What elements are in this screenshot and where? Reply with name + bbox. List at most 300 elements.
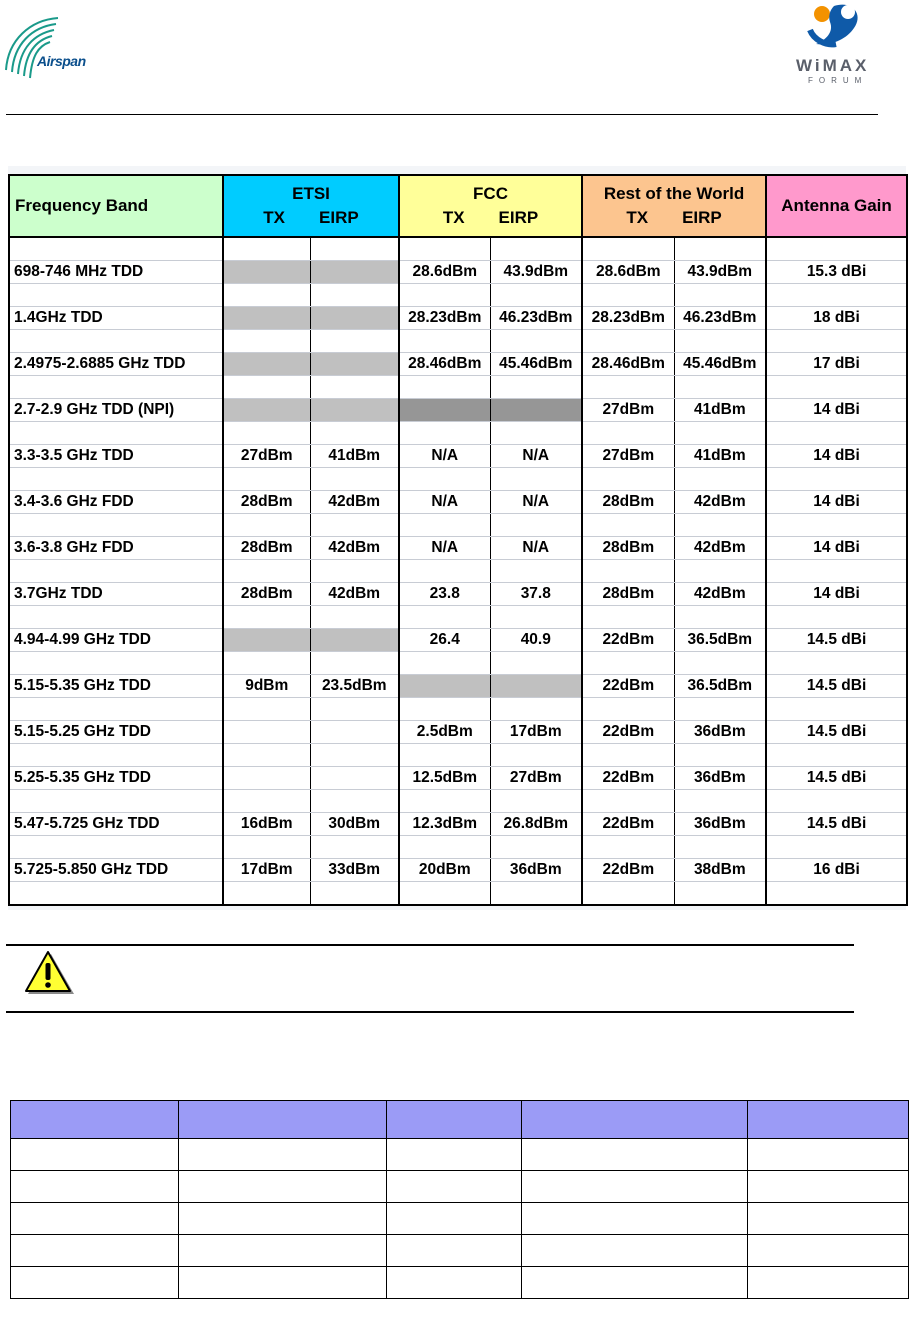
empty-table-row xyxy=(11,1267,909,1299)
spacer-cell xyxy=(674,284,766,307)
spacer-cell xyxy=(582,744,674,767)
cell-etsi-tx: 17dBm xyxy=(223,859,310,882)
spacer-cell xyxy=(674,330,766,353)
spacer-row xyxy=(9,376,907,399)
spacer-cell xyxy=(399,376,490,399)
header-etsi-subcolumns xyxy=(224,206,398,230)
cell-etsi-eirp xyxy=(310,629,399,652)
header-etsi xyxy=(223,175,399,237)
spacer-cell xyxy=(582,468,674,491)
cell-row-tx: 28.6dBm xyxy=(582,261,674,284)
spacer-cell xyxy=(399,468,490,491)
spacer-cell xyxy=(223,514,310,537)
spacer-row xyxy=(9,790,907,813)
empty-cell xyxy=(179,1235,387,1267)
cell-etsi-eirp: 42dBm xyxy=(310,537,399,560)
cell-fcc-tx: 12.3dBm xyxy=(399,813,490,836)
spacer-cell xyxy=(399,560,490,583)
spacer-cell xyxy=(674,606,766,629)
spacer-cell xyxy=(766,330,907,353)
spacer-cell xyxy=(223,284,310,307)
empty-table-row xyxy=(11,1235,909,1267)
spacer-cell xyxy=(766,237,907,261)
empty-cell xyxy=(522,1267,748,1299)
spacer-cell xyxy=(399,606,490,629)
cell-band: 1.4GHz TDD xyxy=(9,307,223,330)
spacer-cell xyxy=(490,560,582,583)
empty-cell xyxy=(748,1267,909,1299)
spacer-cell xyxy=(9,882,223,906)
spacer-cell xyxy=(399,330,490,353)
spacer-cell xyxy=(490,514,582,537)
empty-table-header-row xyxy=(11,1101,909,1139)
empty-cell xyxy=(387,1171,522,1203)
spacer-cell xyxy=(223,744,310,767)
table-row xyxy=(9,629,907,652)
cell-gain: 14 dBi xyxy=(766,445,907,468)
empty-cell xyxy=(11,1203,179,1235)
cell-gain: 14.5 dBi xyxy=(766,721,907,744)
cell-fcc-tx: 26.4 xyxy=(399,629,490,652)
spacer-cell xyxy=(223,836,310,859)
table-row xyxy=(9,353,907,376)
empty-header-cell xyxy=(387,1101,522,1139)
caution-bottom-rule xyxy=(6,1011,854,1013)
wimax-forum-logo xyxy=(790,0,880,95)
spacer-cell xyxy=(399,652,490,675)
cell-etsi-eirp xyxy=(310,307,399,330)
spacer-cell xyxy=(582,330,674,353)
spacer-cell xyxy=(223,468,310,491)
spacer-cell xyxy=(582,790,674,813)
spacer-cell xyxy=(490,376,582,399)
empty-cell xyxy=(179,1171,387,1203)
table-row xyxy=(9,721,907,744)
spacer-cell xyxy=(399,882,490,906)
cell-row-tx: 28dBm xyxy=(582,583,674,606)
table-row xyxy=(9,307,907,330)
spacer-cell xyxy=(310,882,399,906)
cell-band: 698-746 MHz TDD xyxy=(9,261,223,284)
spacer-cell xyxy=(766,882,907,906)
empty-cell xyxy=(387,1235,522,1267)
cell-fcc-tx: N/A xyxy=(399,537,490,560)
spacer-cell xyxy=(310,376,399,399)
spacer-cell xyxy=(674,514,766,537)
spacer-cell xyxy=(674,882,766,906)
cell-etsi-tx xyxy=(223,629,310,652)
spacer-cell xyxy=(9,376,223,399)
spacer-cell xyxy=(582,560,674,583)
cell-fcc-eirp: N/A xyxy=(490,445,582,468)
spacer-cell xyxy=(490,606,582,629)
empty-cell xyxy=(522,1139,748,1171)
cell-gain: 18 dBi xyxy=(766,307,907,330)
spacer-cell xyxy=(9,560,223,583)
empty-table-row xyxy=(11,1171,909,1203)
cell-row-eirp: 41dBm xyxy=(674,445,766,468)
cell-etsi-eirp: 30dBm xyxy=(310,813,399,836)
spacer-cell xyxy=(310,422,399,445)
spacer-cell xyxy=(490,330,582,353)
cell-row-tx: 27dBm xyxy=(582,445,674,468)
spacer-cell xyxy=(582,882,674,906)
spacer-cell xyxy=(582,698,674,721)
spacer-cell xyxy=(9,836,223,859)
empty-cell xyxy=(179,1203,387,1235)
cell-fcc-eirp: 45.46dBm xyxy=(490,353,582,376)
spacer-cell xyxy=(310,698,399,721)
spacer-cell xyxy=(9,698,223,721)
header-etsi-eirp: EIRP xyxy=(319,208,359,227)
spacer-cell xyxy=(310,606,399,629)
cell-etsi-tx: 28dBm xyxy=(223,583,310,606)
header-frequency-band: Frequency Band xyxy=(9,175,223,237)
cell-fcc-eirp: N/A xyxy=(490,537,582,560)
spacer-cell xyxy=(582,652,674,675)
spacer-cell xyxy=(399,514,490,537)
cell-gain: 15.3 dBi xyxy=(766,261,907,284)
empty-grid-table xyxy=(10,1100,909,1299)
header-antenna-gain: Antenna Gain xyxy=(766,175,907,237)
spacer-cell xyxy=(223,698,310,721)
cell-row-eirp: 36dBm xyxy=(674,767,766,790)
spacer-cell xyxy=(490,284,582,307)
spacer-cell xyxy=(490,882,582,906)
spacer-cell xyxy=(766,744,907,767)
spacer-row xyxy=(9,744,907,767)
spacer-cell xyxy=(9,468,223,491)
cell-row-eirp: 42dBm xyxy=(674,537,766,560)
table-row xyxy=(9,491,907,514)
header-rest-of-world xyxy=(582,175,766,237)
spacer-cell xyxy=(490,790,582,813)
spacer-cell xyxy=(674,560,766,583)
spacer-cell xyxy=(399,237,490,261)
cell-row-tx: 22dBm xyxy=(582,859,674,882)
empty-cell xyxy=(11,1171,179,1203)
spacer-cell xyxy=(674,468,766,491)
cell-etsi-eirp: 33dBm xyxy=(310,859,399,882)
cell-row-eirp: 41dBm xyxy=(674,399,766,422)
spacer-row xyxy=(9,836,907,859)
cell-row-tx: 28dBm xyxy=(582,491,674,514)
cell-etsi-eirp: 42dBm xyxy=(310,491,399,514)
spacer-cell xyxy=(674,744,766,767)
spacer-cell xyxy=(582,606,674,629)
airspan-logo xyxy=(0,10,110,90)
cell-row-tx: 22dBm xyxy=(582,813,674,836)
spacer-cell xyxy=(399,422,490,445)
spacer-row xyxy=(9,330,907,353)
cell-etsi-tx: 9dBm xyxy=(223,675,310,698)
spacer-cell xyxy=(582,237,674,261)
spacer-cell xyxy=(582,284,674,307)
table-row xyxy=(9,445,907,468)
spacer-cell xyxy=(223,652,310,675)
cell-etsi-tx xyxy=(223,399,310,422)
table-row xyxy=(9,261,907,284)
cell-fcc-eirp xyxy=(490,399,582,422)
spacer-cell xyxy=(766,790,907,813)
spacer-row xyxy=(9,422,907,445)
spacer-cell xyxy=(766,698,907,721)
spacer-cell xyxy=(310,790,399,813)
spacer-row xyxy=(9,882,907,906)
spacer-cell xyxy=(582,514,674,537)
empty-cell xyxy=(179,1139,387,1171)
header-row-tx: TX xyxy=(626,208,649,227)
cell-gain: 14 dBi xyxy=(766,399,907,422)
cell-band: 3.6-3.8 GHz FDD xyxy=(9,537,223,560)
cell-fcc-eirp: N/A xyxy=(490,491,582,514)
spacer-cell xyxy=(674,376,766,399)
empty-header-cell xyxy=(179,1101,387,1139)
cell-gain: 14 dBi xyxy=(766,491,907,514)
cell-etsi-tx xyxy=(223,353,310,376)
cell-fcc-eirp: 27dBm xyxy=(490,767,582,790)
header-fcc-tx: TX xyxy=(442,208,465,227)
header-fcc-title: FCC xyxy=(473,184,508,203)
empty-cell xyxy=(11,1235,179,1267)
header-row-eirp: EIRP xyxy=(682,208,722,227)
spacer-row xyxy=(9,698,907,721)
empty-cell xyxy=(179,1267,387,1299)
cell-row-tx: 28.23dBm xyxy=(582,307,674,330)
spacer-cell xyxy=(310,652,399,675)
cell-gain: 14.5 dBi xyxy=(766,813,907,836)
cell-band: 3.4-3.6 GHz FDD xyxy=(9,491,223,514)
spacer-cell xyxy=(310,744,399,767)
airspan-swoosh-icon xyxy=(0,10,110,90)
header-fcc-eirp: EIRP xyxy=(498,208,539,227)
spacer-cell xyxy=(9,606,223,629)
cell-band: 5.15-5.35 GHz TDD xyxy=(9,675,223,698)
cell-gain: 14.5 dBi xyxy=(766,675,907,698)
empty-cell xyxy=(387,1139,522,1171)
cell-etsi-tx xyxy=(223,721,310,744)
spacer-cell xyxy=(399,698,490,721)
spacer-cell xyxy=(399,284,490,307)
cell-fcc-tx xyxy=(399,675,490,698)
cell-row-eirp: 36dBm xyxy=(674,813,766,836)
cell-row-eirp: 36dBm xyxy=(674,721,766,744)
spacer-cell xyxy=(674,237,766,261)
cell-row-eirp: 36.5dBm xyxy=(674,629,766,652)
empty-header-cell xyxy=(522,1101,748,1139)
spacer-cell xyxy=(766,606,907,629)
spacer-cell xyxy=(310,560,399,583)
spacer-cell xyxy=(9,422,223,445)
spacer-cell xyxy=(9,790,223,813)
spacer-cell xyxy=(674,836,766,859)
spacer-cell xyxy=(310,836,399,859)
cell-fcc-tx: 28.6dBm xyxy=(399,261,490,284)
table-row xyxy=(9,537,907,560)
cell-fcc-tx: 12.5dBm xyxy=(399,767,490,790)
spacer-cell xyxy=(310,237,399,261)
header-etsi-title: ETSI xyxy=(292,184,330,203)
spacer-cell xyxy=(223,606,310,629)
cell-row-tx: 28.46dBm xyxy=(582,353,674,376)
cell-row-tx: 22dBm xyxy=(582,675,674,698)
cell-etsi-eirp: 41dBm xyxy=(310,445,399,468)
spacer-cell xyxy=(223,376,310,399)
spacer-cell xyxy=(223,560,310,583)
spacer-cell xyxy=(766,836,907,859)
cell-row-tx: 27dBm xyxy=(582,399,674,422)
cell-row-eirp: 36.5dBm xyxy=(674,675,766,698)
cell-etsi-tx xyxy=(223,261,310,284)
cell-gain: 14.5 dBi xyxy=(766,629,907,652)
cell-band: 5.47-5.725 GHz TDD xyxy=(9,813,223,836)
cell-fcc-tx: N/A xyxy=(399,445,490,468)
spacer-cell xyxy=(674,652,766,675)
cell-etsi-tx: 16dBm xyxy=(223,813,310,836)
empty-cell xyxy=(748,1139,909,1171)
cell-fcc-tx: 23.8 xyxy=(399,583,490,606)
empty-table-row xyxy=(11,1139,909,1171)
cell-etsi-tx: 28dBm xyxy=(223,491,310,514)
wimax-figure-icon xyxy=(790,0,880,56)
empty-cell xyxy=(387,1203,522,1235)
spacer-cell xyxy=(223,882,310,906)
spacer-cell xyxy=(310,284,399,307)
spacer-cell xyxy=(9,284,223,307)
cell-fcc-eirp: 37.8 xyxy=(490,583,582,606)
spacer-cell xyxy=(399,836,490,859)
table-row xyxy=(9,583,907,606)
empty-cell xyxy=(748,1235,909,1267)
spacer-cell xyxy=(490,422,582,445)
spacer-cell xyxy=(490,836,582,859)
spacer-cell xyxy=(674,698,766,721)
spacer-cell xyxy=(490,698,582,721)
spacer-cell xyxy=(9,237,223,261)
table-header-row xyxy=(9,175,907,237)
cell-band: 5.15-5.25 GHz TDD xyxy=(9,721,223,744)
spacer-row xyxy=(9,652,907,675)
spacer-cell xyxy=(223,330,310,353)
empty-table-row xyxy=(11,1203,909,1235)
spacer-cell xyxy=(766,514,907,537)
empty-cell xyxy=(522,1235,748,1267)
spacer-cell xyxy=(582,422,674,445)
cell-etsi-eirp: 23.5dBm xyxy=(310,675,399,698)
empty-cell xyxy=(387,1267,522,1299)
empty-cell xyxy=(11,1267,179,1299)
cell-etsi-tx: 27dBm xyxy=(223,445,310,468)
spacer-row xyxy=(9,284,907,307)
spacer-cell xyxy=(490,744,582,767)
cell-fcc-tx: 2.5dBm xyxy=(399,721,490,744)
forum-wordmark: FORUM xyxy=(808,76,868,85)
cell-band: 5.25-5.35 GHz TDD xyxy=(9,767,223,790)
header-etsi-tx: TX xyxy=(263,208,286,227)
spacer-cell xyxy=(674,422,766,445)
cell-fcc-eirp xyxy=(490,675,582,698)
spacer-row xyxy=(9,237,907,261)
airspan-wordmark: Airspan xyxy=(37,53,86,69)
cell-fcc-eirp: 17dBm xyxy=(490,721,582,744)
spacer-row xyxy=(9,560,907,583)
spacer-cell xyxy=(490,468,582,491)
warning-triangle-icon xyxy=(24,950,76,998)
cell-fcc-tx: N/A xyxy=(399,491,490,514)
cell-etsi-eirp xyxy=(310,721,399,744)
cell-etsi-eirp xyxy=(310,353,399,376)
spacer-cell xyxy=(310,330,399,353)
cell-gain: 14.5 dBi xyxy=(766,767,907,790)
cell-fcc-eirp: 36dBm xyxy=(490,859,582,882)
cell-etsi-eirp xyxy=(310,767,399,790)
spacer-cell xyxy=(766,560,907,583)
spacer-cell xyxy=(766,284,907,307)
cell-etsi-eirp xyxy=(310,399,399,422)
empty-cell xyxy=(522,1171,748,1203)
header-fcc-subcolumns xyxy=(400,206,581,230)
cell-etsi-tx xyxy=(223,307,310,330)
table-row xyxy=(9,813,907,836)
frequency-band-table xyxy=(8,174,908,906)
spacer-cell xyxy=(399,790,490,813)
cell-row-tx: 22dBm xyxy=(582,721,674,744)
cell-fcc-eirp: 26.8dBm xyxy=(490,813,582,836)
header-row-title: Rest of the World xyxy=(603,184,745,203)
cell-gain: 16 dBi xyxy=(766,859,907,882)
cell-row-tx: 28dBm xyxy=(582,537,674,560)
spacer-cell xyxy=(9,652,223,675)
table-row xyxy=(9,767,907,790)
cell-gain: 17 dBi xyxy=(766,353,907,376)
empty-header-cell xyxy=(748,1101,909,1139)
spacer-row xyxy=(9,468,907,491)
cell-gain: 14 dBi xyxy=(766,583,907,606)
cell-band: 3.7GHz TDD xyxy=(9,583,223,606)
spacer-cell xyxy=(490,652,582,675)
cell-etsi-eirp: 42dBm xyxy=(310,583,399,606)
table-row xyxy=(9,675,907,698)
empty-cell xyxy=(748,1203,909,1235)
table-row xyxy=(9,859,907,882)
cell-band: 3.3-3.5 GHz TDD xyxy=(9,445,223,468)
spacer-cell xyxy=(766,422,907,445)
spacer-cell xyxy=(9,744,223,767)
empty-header-cell xyxy=(11,1101,179,1139)
cell-fcc-tx xyxy=(399,399,490,422)
cell-fcc-tx: 20dBm xyxy=(399,859,490,882)
header-divider xyxy=(6,114,878,115)
spacer-cell xyxy=(223,422,310,445)
spacer-cell xyxy=(310,468,399,491)
cell-row-eirp: 42dBm xyxy=(674,583,766,606)
cell-row-eirp: 46.23dBm xyxy=(674,307,766,330)
cell-fcc-eirp: 43.9dBm xyxy=(490,261,582,284)
spacer-cell xyxy=(582,376,674,399)
cell-fcc-eirp: 46.23dBm xyxy=(490,307,582,330)
empty-cell xyxy=(11,1139,179,1171)
spacer-cell xyxy=(223,790,310,813)
spacer-cell xyxy=(9,514,223,537)
spacer-cell xyxy=(674,790,766,813)
cell-band: 4.94-4.99 GHz TDD xyxy=(9,629,223,652)
spacer-cell xyxy=(9,330,223,353)
spacer-row xyxy=(9,606,907,629)
cell-band: 2.4975-2.6885 GHz TDD xyxy=(9,353,223,376)
spacer-cell xyxy=(490,237,582,261)
cell-fcc-tx: 28.46dBm xyxy=(399,353,490,376)
cell-etsi-eirp xyxy=(310,261,399,284)
